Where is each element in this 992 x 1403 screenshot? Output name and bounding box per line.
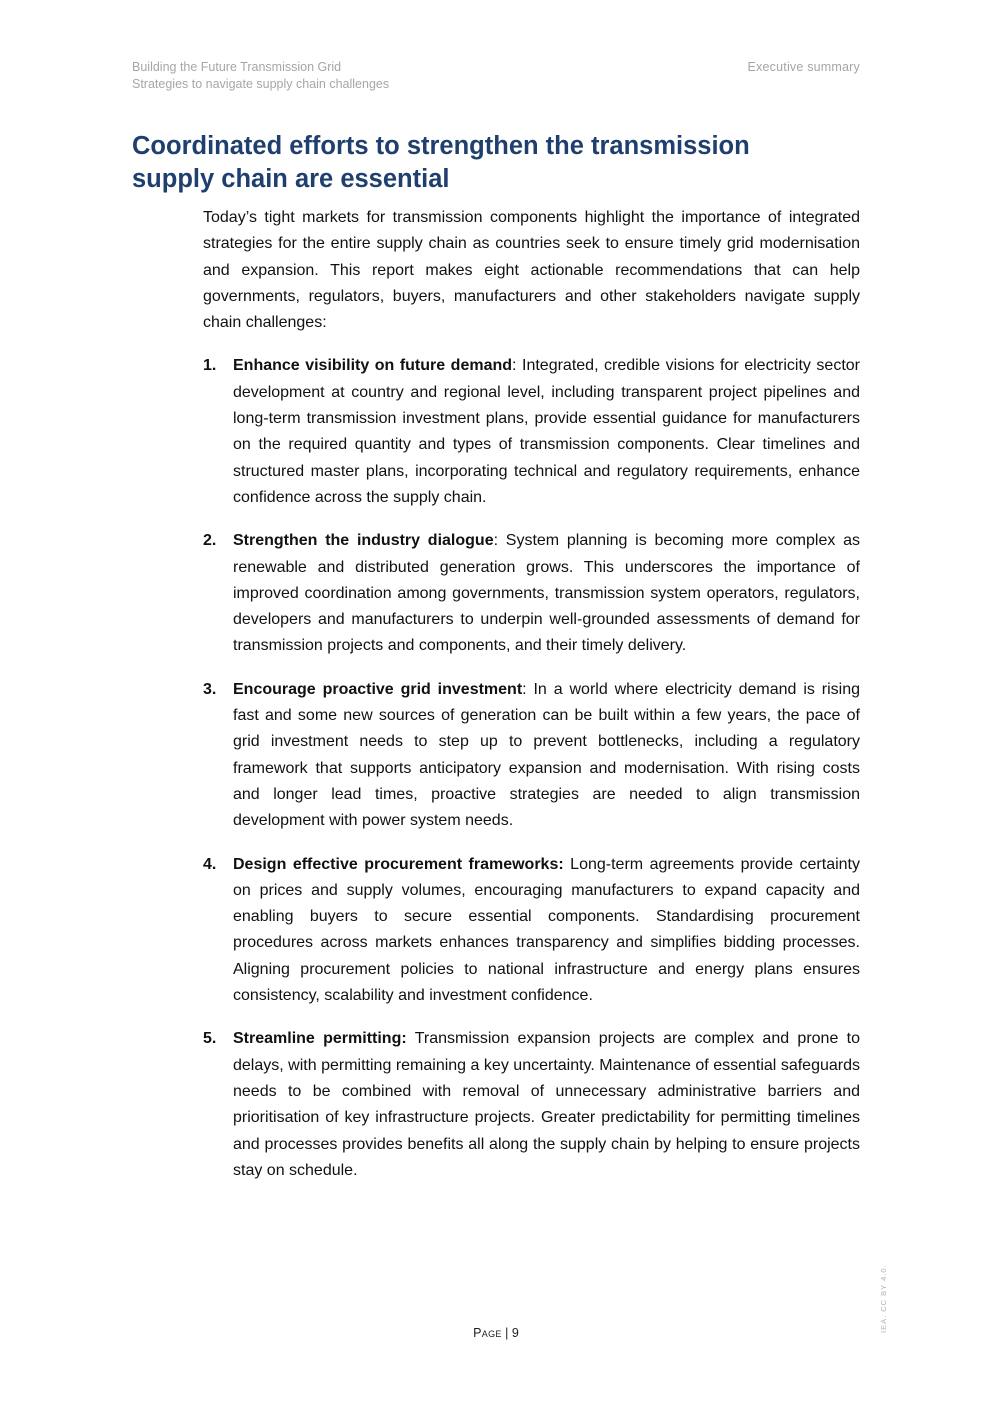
recommendation-text: Transmission expansion projects are complex and prone to delays, with permitting remaining a key uncertainty. Maintenance of essential safeguards needs to be combined with removal of unnecessary administrative barriers and prioritisation of key infrastructure projects. Greater predictability for permitting timelines and processes provides benefits all along the supply chain by helping to ensure projects stay on schedule. (233, 1030, 860, 1179)
recommendation-text: Long-term agreements provide certainty on prices and supply volumes, encouraging manufacturers to expand capacity and enabling buyers to secure essential components. Standardising procurement procedures across markets enhances transparency and simplifies bidding processes. Aligning procurement policies to national infrastructure and energy plans ensures consistency, scalability and investment confidence. (233, 855, 861, 1005)
page-label: Page (473, 1326, 502, 1340)
recommendation-number: 2. (203, 532, 217, 550)
recommendation-number: 5. (203, 1030, 217, 1048)
recommendation-separator: : (493, 532, 499, 550)
page-number: 9 (511, 1326, 519, 1340)
license-credit: IEA. CC BY 4.0. (879, 1264, 888, 1333)
header-report-subtitle: Strategies to navigate supply chain challenges (132, 77, 390, 91)
recommendation-title: Strengthen the industry dialogue (233, 532, 494, 550)
recommendation-separator: : (512, 357, 517, 375)
recommendation-item (203, 528, 860, 659)
recommendation-number: 1. (203, 357, 217, 375)
page-title: Coordinated efforts to strengthen the transmission supply chain are essential (132, 132, 750, 193)
recommendation-text: Integrated, credible visions for electricity sector development at country and regional level, including transparent project pipelines and long-term transmission investment plans, provide essential guidance for manufacturers on the required quantity and types of transmission components. Clear timelines and structured master plans, incorporating technical and regulatory requirements, enhance confidence across the supply chain. (233, 357, 860, 506)
page-separator: | (501, 1326, 512, 1340)
recommendation-title: Design effective procurement frameworks: (233, 855, 564, 873)
recommendation-text: In a world where electricity demand is rising fast and some new sources of generation can be built within a few years, the pace of grid investment needs to step up to prevent bottlenecks, including a regulatory framework that supports anticipatory expansion and modernisation. With rising costs and longer lead times, proactive strategies are needed to align transmission development with power system needs. (233, 680, 860, 830)
recommendation-title: Streamline permitting: (233, 1030, 407, 1048)
recommendation-item (203, 353, 860, 511)
recommendation-text: System planning is becoming more complex as renewable and distributed generation grows. This underscores the importance of improved coordination among governments, transmission system operators, regulators, developers and manufacturers to underpin well-grounded assessments of demand for transmission projects and components, and their timely delivery. (233, 532, 860, 655)
recommendation-number: 4. (203, 855, 217, 873)
running-header-left (132, 59, 389, 93)
recommendation-item (203, 677, 860, 835)
recommendation-number: 3. (203, 680, 217, 698)
recommendation-title: Enhance visibility on future demand (233, 357, 513, 375)
recommendation-item (203, 1026, 860, 1184)
recommendation-item (203, 852, 860, 1010)
header-report-title: Building the Future Transmission Grid (132, 60, 342, 74)
recommendation-list (203, 353, 860, 1184)
recommendation-title: Encourage proactive grid investment (233, 680, 523, 698)
body-content (203, 205, 860, 1201)
intro-paragraph: Today’s tight markets for transmission components highlight the importance of integrated strategies for the entire supply chain as countries seek to ensure timely grid modernisation and expansion. This report makes eight actionable recommendations that can help governments, regulators, buyers, manufacturers and other stakeholders navigate supply chain challenges: (203, 209, 860, 332)
recommendation-separator: : (522, 680, 527, 698)
header-section-name: Executive summary (747, 60, 860, 74)
page-footer (0, 1326, 992, 1340)
